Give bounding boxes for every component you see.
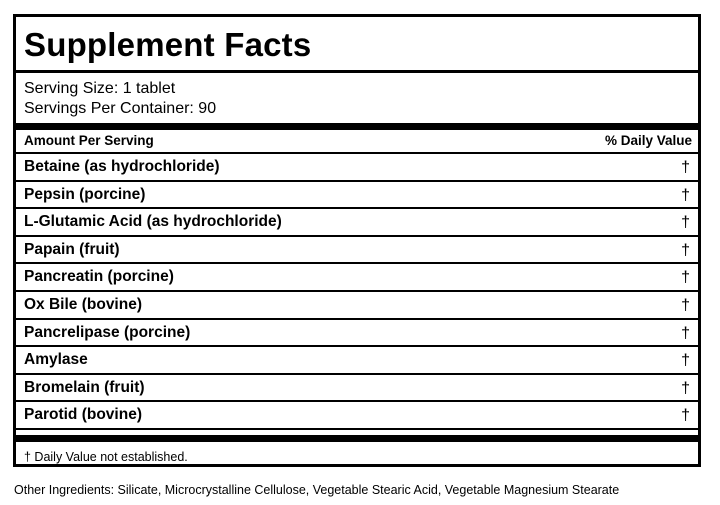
ingredient-daily-value: †: [681, 324, 690, 342]
serving-size: Serving Size: 1 tablet: [24, 80, 176, 97]
ingredient-daily-value: †: [681, 214, 690, 232]
ingredient-name: Betaine (as hydrochloride): [24, 158, 220, 175]
ingredient-row: [16, 318, 698, 346]
ingredient-row: [16, 207, 698, 235]
ingredient-daily-value: †: [681, 159, 690, 176]
column-header-row: [16, 131, 698, 153]
ingredient-row: [16, 235, 698, 263]
ingredient-name: L-Glutamic Acid (as hydrochloride): [24, 213, 282, 231]
ingredient-daily-value: †: [681, 352, 690, 370]
ingredient-daily-value: †: [681, 379, 690, 397]
ingredient-name: Pepsin (porcine): [24, 185, 146, 203]
ingredient-daily-value: †: [681, 407, 690, 425]
ingredient-daily-value: †: [681, 269, 690, 287]
ingredient-name: Pancreatin (porcine): [24, 268, 174, 286]
ingredient-name: Papain (fruit): [24, 240, 120, 258]
panel-title: Supplement Facts: [24, 26, 312, 63]
other-ingredients: Other Ingredients: Silicate, Microcrystalline Cellulose, Vegetable Stearic Acid, Vegetable Magnesium Stearate: [14, 483, 620, 497]
ingredient-daily-value: †: [681, 186, 690, 204]
ingredient-daily-value: †: [681, 241, 690, 259]
servings-per-container: Servings Per Container: 90: [24, 100, 217, 117]
ingredient-row: [16, 345, 698, 373]
ingredient-daily-value: †: [681, 297, 690, 314]
amount-per-serving-header: Amount Per Serving: [24, 133, 154, 148]
ingredient-name: Bromelain (fruit): [24, 378, 145, 396]
ingredient-row-bottom-rule: [16, 428, 698, 430]
serving-divider: [16, 123, 698, 130]
ingredient-row: [16, 152, 698, 180]
ingredient-name: Pancrelipase (porcine): [24, 323, 191, 341]
ingredient-name: Ox Bile (bovine): [24, 296, 142, 313]
ingredient-row: [16, 400, 698, 428]
daily-value-header: % Daily Value: [604, 133, 692, 148]
ingredient-row: [16, 373, 698, 401]
ingredient-row: [16, 180, 698, 208]
ingredient-row: [16, 262, 698, 290]
ingredient-name: Parotid (bovine): [24, 406, 142, 424]
ingredient-row: [16, 290, 698, 318]
supplement-facts-panel: [13, 14, 701, 467]
daily-value-footnote: † Daily Value not established.: [24, 450, 188, 464]
ingredient-name: Amylase: [24, 351, 88, 369]
title-divider: [16, 70, 698, 73]
footnote-divider: [16, 435, 698, 442]
